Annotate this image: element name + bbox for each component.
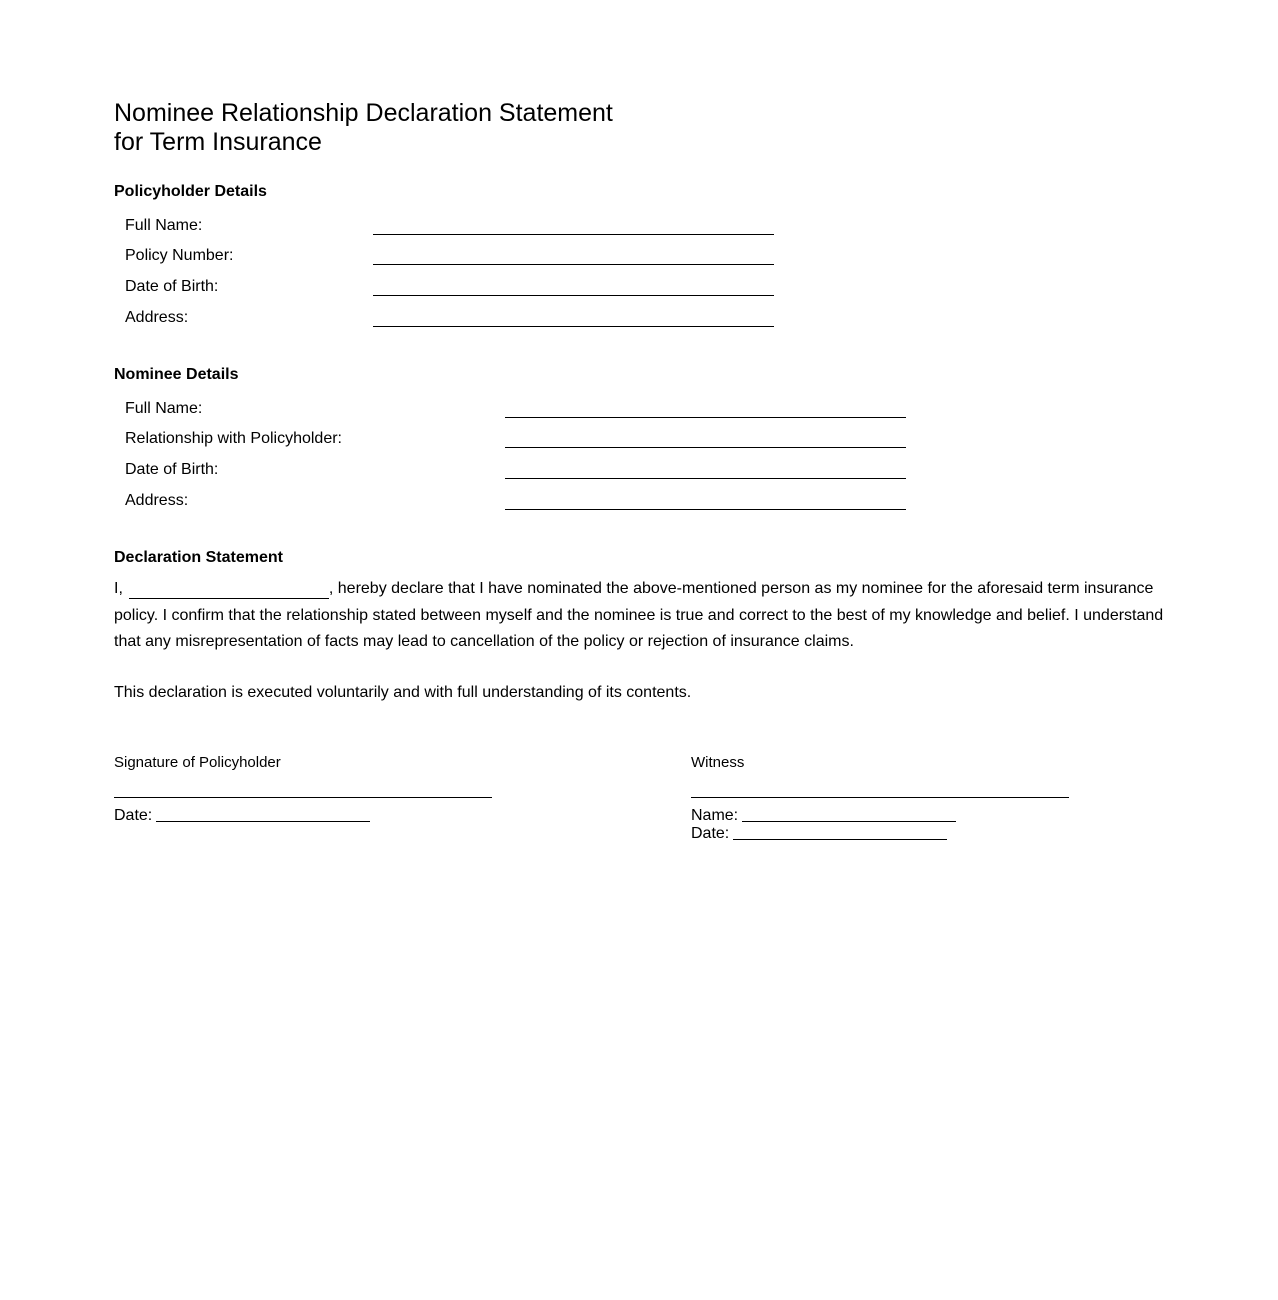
- field-label: Policy Number:: [125, 247, 234, 264]
- policyholder-date-row: [114, 807, 370, 825]
- name-label: Name:: [691, 807, 739, 824]
- declaration-paragraph: [114, 576, 1174, 656]
- witness-date-field[interactable]: [733, 825, 947, 840]
- nominee-address-field[interactable]: [505, 509, 906, 510]
- nominee-heading: Nominee Details: [114, 366, 239, 383]
- declaration-prefix: I,: [114, 580, 123, 597]
- witness-signature-line[interactable]: [691, 797, 1069, 798]
- policyholder-signature-title: Signature of Policyholder: [114, 754, 281, 771]
- policyholder-address-field[interactable]: [373, 326, 774, 327]
- date-label: Date:: [114, 807, 153, 824]
- declarant-name-field[interactable]: [129, 580, 329, 599]
- declaration-closing: This declaration is executed voluntarily and with full understanding of its contents.: [114, 684, 692, 701]
- policyholder-signature-line[interactable]: [114, 797, 492, 798]
- declaration-heading: Declaration Statement: [114, 549, 283, 566]
- date-label: Date:: [691, 825, 730, 842]
- declaration-body: , hereby declare that I have nominated the above-mentioned person as my nominee for the aforesaid term insurance policy. I confirm that the relationship stated between myself and the nominee is true and correct to the best of my knowledge and belief. I understand that any misrepresentation of facts may lead to cancellation of the policy or rejection of insurance claims.: [114, 580, 1164, 650]
- policyholder-signature-block: [114, 754, 514, 834]
- witness-title: Witness: [691, 754, 745, 771]
- nominee-dob-field[interactable]: [505, 478, 906, 479]
- witness-name-row: [691, 807, 956, 825]
- policyholder-full-name-field[interactable]: [373, 234, 774, 235]
- field-label: Full Name:: [125, 217, 203, 234]
- nominee-full-name-field[interactable]: [505, 417, 906, 418]
- nominee-relationship-field[interactable]: [505, 447, 906, 448]
- witness-signature-block: [691, 754, 1091, 854]
- field-label: Address:: [125, 492, 189, 509]
- field-label: Relationship with Policyholder:: [125, 430, 342, 447]
- witness-date-row: [691, 825, 947, 843]
- policyholder-heading: Policyholder Details: [114, 183, 267, 200]
- title-line-1: Nominee Relationship Declaration Statement: [114, 99, 613, 127]
- field-label: Address:: [125, 309, 189, 326]
- policyholder-date-field[interactable]: [156, 807, 370, 822]
- document-title: [114, 99, 714, 157]
- policyholder-policy-number-field[interactable]: [373, 264, 774, 265]
- witness-name-field[interactable]: [742, 807, 956, 822]
- field-label: Full Name:: [125, 400, 203, 417]
- policyholder-dob-field[interactable]: [373, 295, 774, 296]
- title-line-2: for Term Insurance: [114, 128, 322, 156]
- field-label: Date of Birth:: [125, 278, 219, 295]
- field-label: Date of Birth:: [125, 461, 219, 478]
